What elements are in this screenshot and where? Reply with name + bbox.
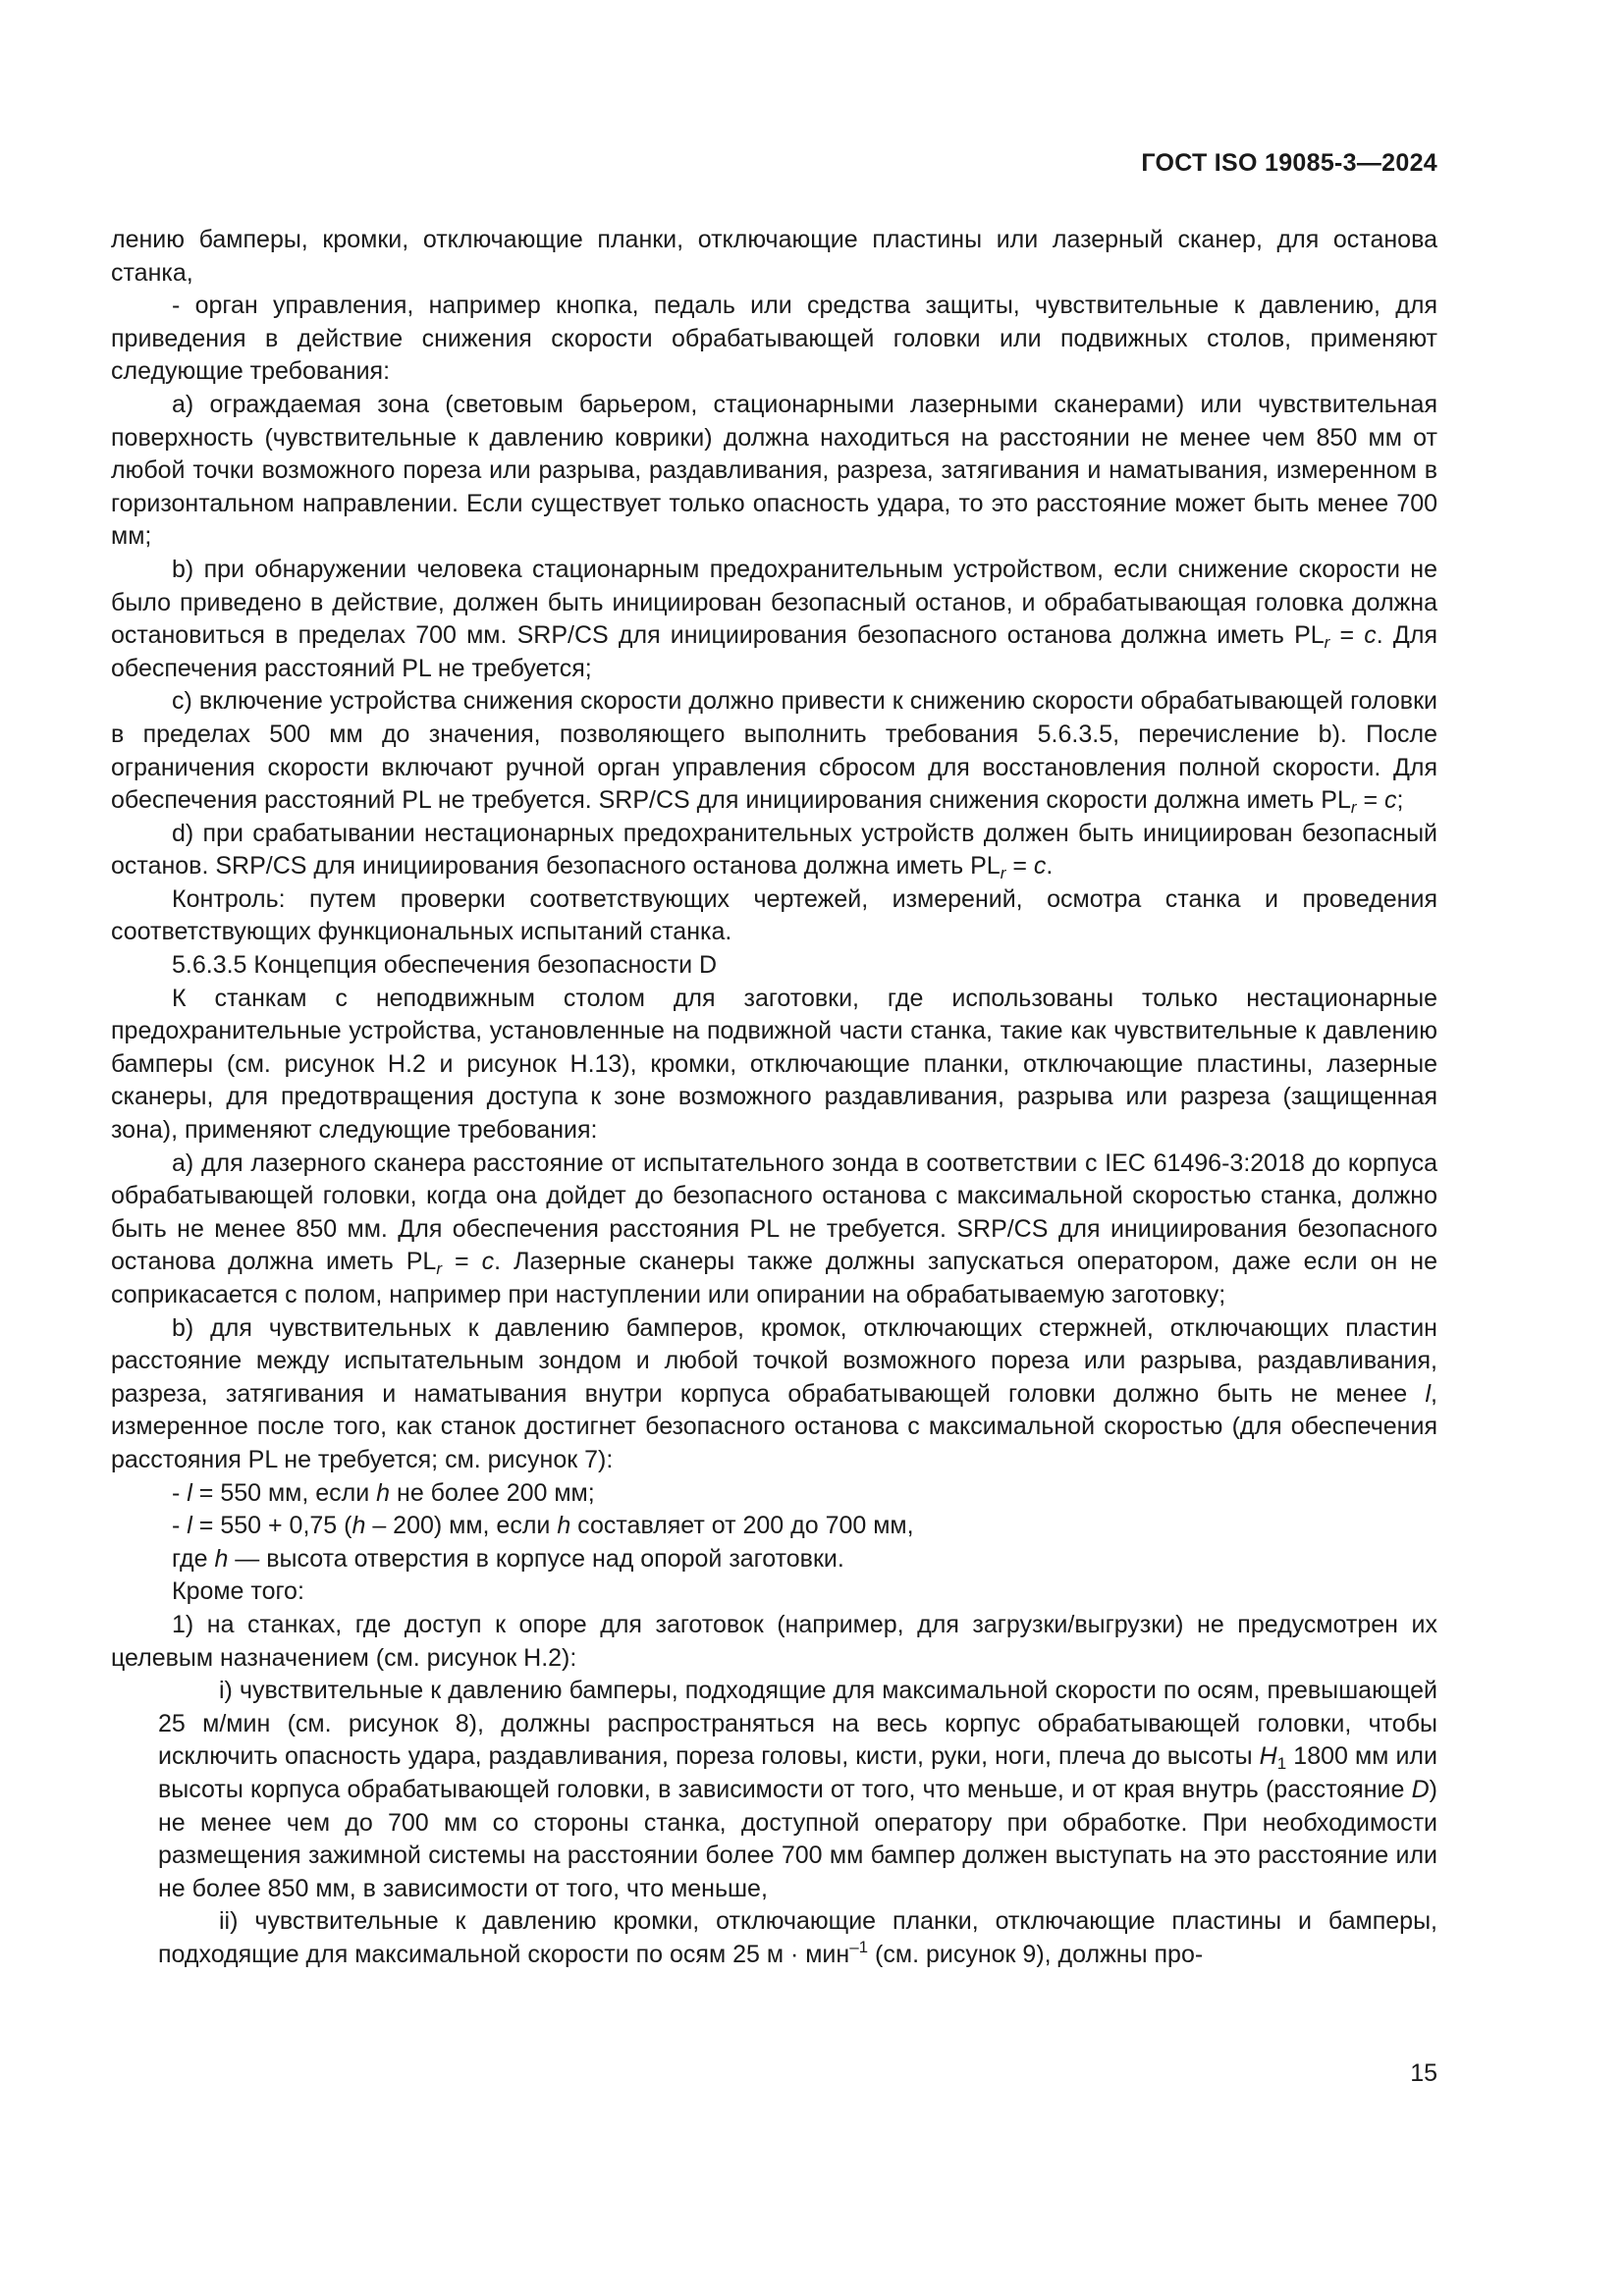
list-item-1: 1) на станках, где доступ к опоре для заготовок (например, для загрузки/выгрузки) не предусмотрен их целевым назначением (см. рисунок Н.2): (111, 1610, 1437, 1672)
paragraph: - орган управления, например кнопка, педаль или средства защиты, чувствительные к давлению, для приведения в действие снижения скорости обрабатывающей головки или подвижных столов, применяют следующие требования: (111, 292, 1437, 386)
section-heading: 5.6.3.5 Концепция обеспечения безопасности D (172, 951, 718, 980)
list-item-b: b) при обнаружении человека стационарным предохранительным устройством, если снижение скорости не было приведено в действие, должен быть инициирован безопасный останов, и обрабатывающая головка должна остановиться в пределах 700 мм. SRP/CS для инициирования безопасного останова должна иметь $PL_r = c$. Для обеспечения расстояний PL не требуется; (111, 555, 1437, 682)
list-item-ii: ii) чувствительные к давлению кромки, отключающие планки, отключающие пластины и бамперы, подходящие для максимальной скорости по осям 25 м · мин$^{-1}$ (см. рисунок 9), должны про- (158, 1907, 1437, 1968)
formula-definition: где h — высота отверстия в корпусе над опорой заготовки. (172, 1544, 844, 1573)
page-number: 15 (1410, 2059, 1437, 2087)
document-header: ГОСТ ISO 19085-3—2024 (1141, 149, 1437, 177)
list-item-a: a) для лазерного сканера расстояние от испытательного зонда в соответствии с IEC 61496-3:2018 до корпуса обрабатывающей головки, когда она дойдет до безопасного останова с максимальной скоростью станка, должно быть не менее 850 мм. Для обеспечения расстояния PL не требуется. SRP/CS для инициирования безопасного останова должна иметь $PL_r = c$. Лазерные сканеры также должны запускаться оператором, даже если он не соприкасается с полом, например при наступлении или опирании на обрабатываемую заготовку; (111, 1148, 1437, 1308)
list-item-d: d) при срабатывании нестационарных предохранительных устройств должен быть инициирован безопасный останов. SRP/CS для инициирования безопасного останова должна иметь $PL_r = c$. (111, 819, 1437, 883)
list-item-b: b) для чувствительных к давлению бамперов, кромок, отключающих стержней, отключающих пластин расстояние между испытательным зондом и любой точкой возможного пореза или разрыва, раздавливания, разреза, затягивания и наматывания внутри корпуса обрабатывающей головки должно быть не менее l, измеренное после того, как станок достигнет безопасного останова с максимальной скоростью (для обеспечения расстояния PL не требуется; см. рисунок 7): (111, 1313, 1437, 1473)
list-item-c: c) включение устройства снижения скорости должно привести к снижению скорости обрабатывающей головки в пределах 500 мм до значения, позволяющего выполнить требования 5.6.3.5, перечисление b). После ограничения скорости включают ручной орган управления сбросом для восстановления полной скорости. Для обеспечения расстояний PL не требуется. SRP/CS для инициирования снижения скорости должна иметь $PL_r = c$; (111, 687, 1437, 818)
control-paragraph: Контроль: путем проверки соответствующих чертежей, измерений, осмотра станка и проведения соответствующих функциональных испытаний станка. (111, 884, 1437, 946)
formula-line: - l = 550 + 0,75 (h – 200) мм, если h составляет от 200 до 700 мм, (172, 1512, 914, 1540)
list-item-i: i) чувствительные к давлению бамперы, подходящие для максимальной скорости по осям, превышающей 25 м/мин (см. рисунок 8), должны распространяться на весь корпус обрабатывающей головки, чтобы исключить опасность удара, раздавливания, пореза головы, кисти, руки, ноги, плеча до высоты $H_1$ 1800 мм или высоты корпуса обрабатывающей головки, в зависимости от того, что меньше, и от края внутрь (расстояние D) не менее чем до 700 мм со стороны станка, доступной оператору при обработке. При необходимости размещения зажимной системы на расстоянии более 700 мм бампер должен выступать на это расстояние или не более 850 мм, в зависимости от того, что меньше, (158, 1677, 1437, 1902)
formula-line: - l = 550 мм, если h не более 200 мм; (172, 1478, 595, 1507)
paragraph: К станкам с неподвижным столом для заготовки, где использованы только нестационарные предохранительные устройства, установленные на подвижной части станка, такие как чувствительные к давлению бамперы (см. рисунок Н.2 и рисунок Н.13), кромки, отключающие планки, отключающие пластины, лазерные сканеры, для предотвращения доступа к зоне возможного раздавливания, разрыва или разреза (защищенная зона), применяют следующие требования: (111, 984, 1437, 1145)
document-body (111, 224, 1437, 1971)
paragraph: Кроме того: (172, 1577, 304, 1606)
paragraph: лению бамперы, кромки, отключающие планки, отключающие пластины или лазерный сканер, для останова станка, (111, 226, 1437, 287)
list-item-a: а) ограждаемая зона (световым барьером, стационарными лазерными сканерами) или чувствительная поверхность (чувствительные к давлению коврики) должна находиться на расстоянии не менее чем 850 мм от любой точки возможного пореза или разрыва, раздавливания, разреза, затягивания и наматывания, измеренном в горизонтальном направлении. Если существует только опасность удара, то это расстояние может быть менее 700 мм; (111, 390, 1437, 551)
